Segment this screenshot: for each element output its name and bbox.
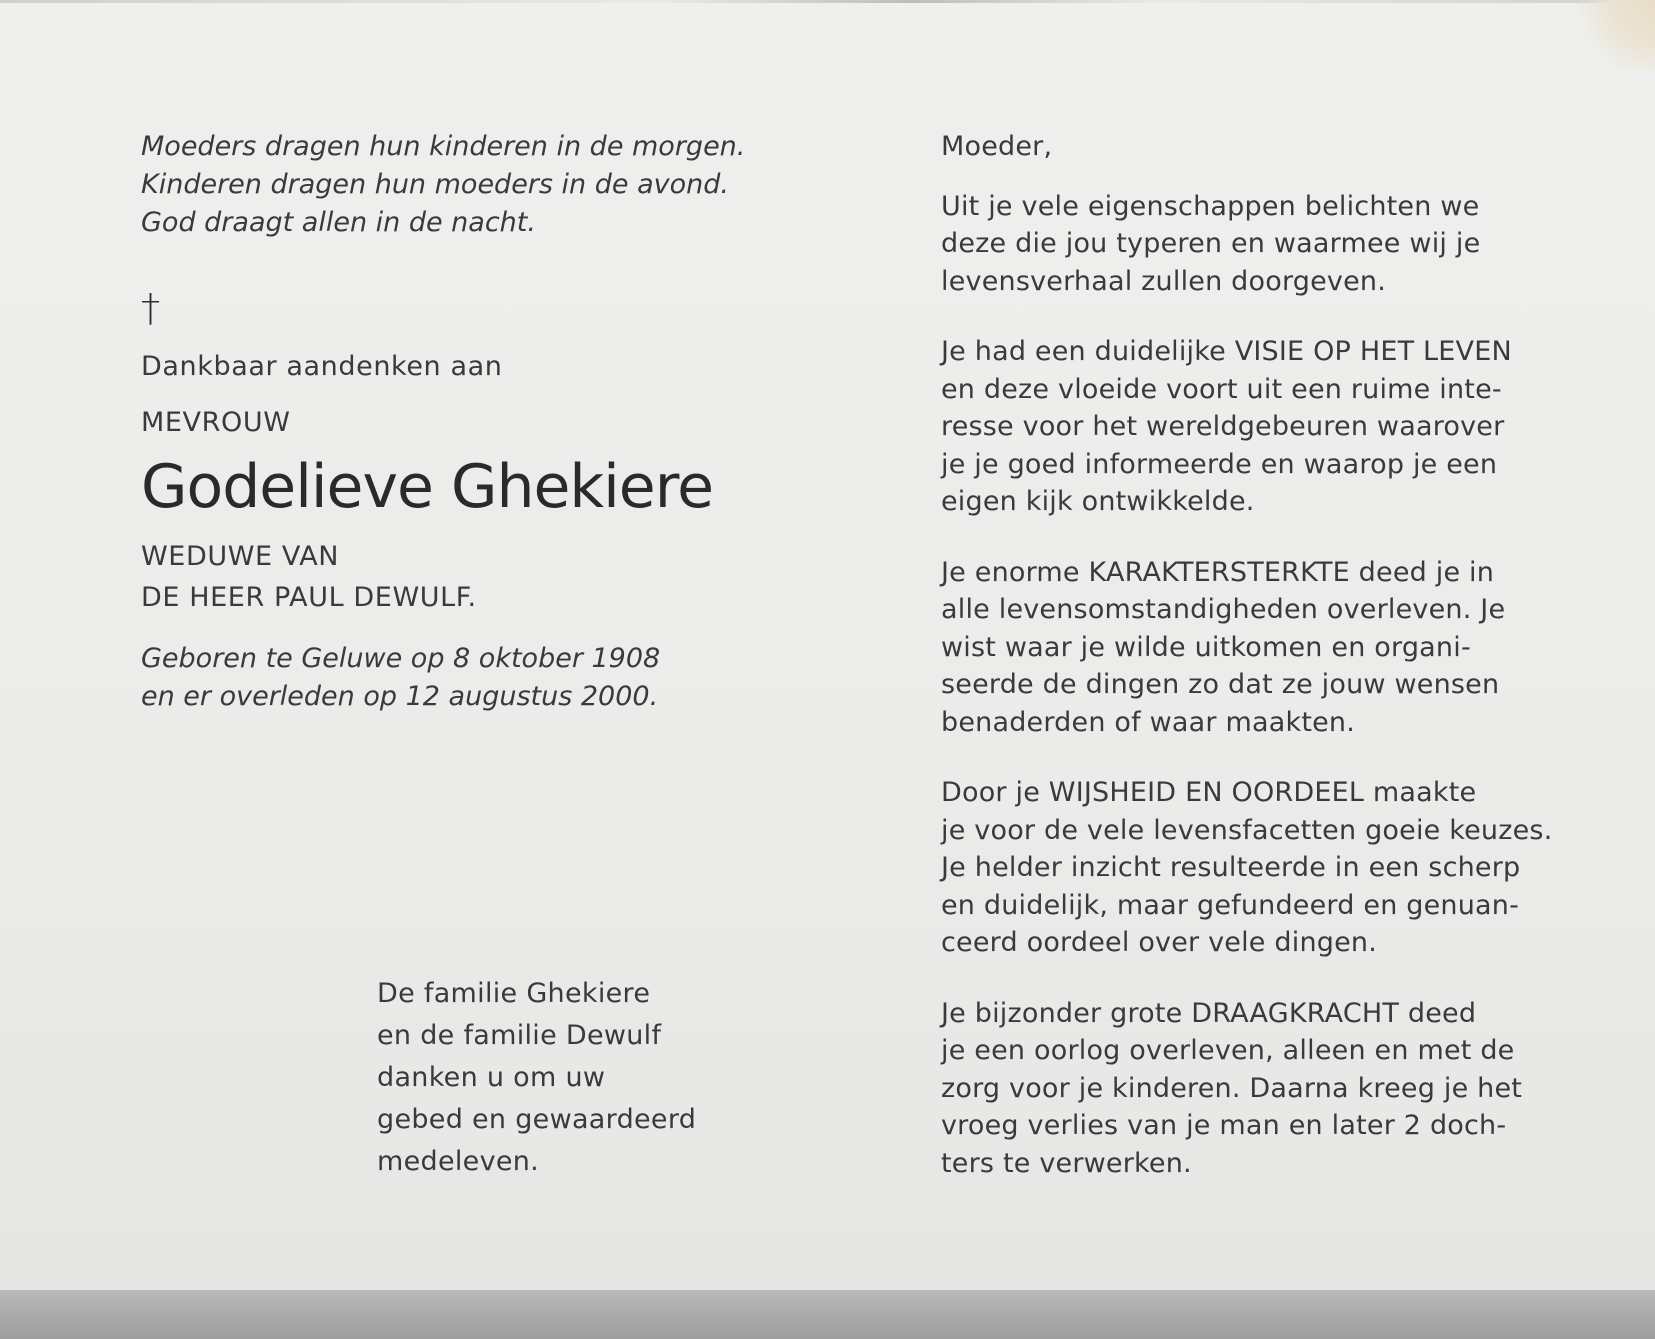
letter-line: Je helder inzicht resulteerde in een scherp bbox=[941, 852, 1521, 883]
letter-paragraph bbox=[941, 774, 1561, 962]
letter-line: zorg voor je kinderen. Daarna kreeg je het bbox=[941, 1072, 1523, 1104]
thanks-line: danken u om uw bbox=[377, 1062, 606, 1093]
letter-line: deze die jou typeren en waarmee wij je bbox=[941, 228, 1481, 259]
left-panel bbox=[141, 128, 746, 716]
poem bbox=[141, 128, 746, 242]
death-line: en er overleden op 12 augustus 2000. bbox=[141, 681, 659, 712]
letter-line: vroeg verlies van je man en later 2 doch- bbox=[941, 1110, 1507, 1141]
paper-stain bbox=[1575, 0, 1655, 70]
letter-paragraph bbox=[941, 554, 1561, 742]
scan-background-strip bbox=[0, 1290, 1655, 1339]
thanks-line: gebed en gewaardeerd bbox=[377, 1104, 697, 1135]
thanks-line: medeleven. bbox=[377, 1146, 540, 1177]
honorific: MEVROUW bbox=[141, 407, 291, 438]
poem-line: Kinderen dragen hun moeders in de avond. bbox=[141, 169, 729, 200]
birth-death-dates bbox=[141, 640, 741, 716]
letter-line: je een oorlog overleven, alleen en met de bbox=[941, 1035, 1515, 1066]
letter-line: eigen kijk ontwikkelde. bbox=[941, 486, 1255, 517]
letter-line: Door je WIJSHEID EN OORDEEL maakte bbox=[941, 777, 1477, 808]
thanks-line: De familie Ghekiere bbox=[377, 978, 651, 1009]
letter-paragraph bbox=[941, 995, 1561, 1183]
letter-line: Je had een duidelijke VISIE OP HET LEVEN bbox=[941, 336, 1512, 367]
dedication-line: Dankbaar aandenken aan bbox=[141, 351, 503, 382]
letter-line: Je bijzonder grote DRAAGKRACHT deed bbox=[941, 997, 1477, 1029]
letter-line: je je goed informeerde en waarop je een bbox=[941, 448, 1498, 480]
letter-line: en deze vloeide voort uit een ruime inte- bbox=[941, 373, 1502, 405]
card-top-edge bbox=[0, 0, 1655, 3]
letter-paragraph bbox=[941, 188, 1561, 301]
letter-line: benaderden of waar maakten. bbox=[941, 706, 1356, 738]
widow-line: DE HEER PAUL DEWULF. bbox=[141, 582, 477, 613]
letter-line: en duidelijk, maar gefundeerd en genuan- bbox=[941, 889, 1520, 921]
thanks-line: en de familie Dewulf bbox=[377, 1020, 662, 1051]
letter-line: seerde de dingen zo dat ze jouw wensen bbox=[941, 669, 1500, 700]
poem-line: God draagt allen in de nacht. bbox=[141, 207, 536, 238]
widow-line: WEDUWE VAN bbox=[141, 541, 340, 572]
letter-line: resse voor het wereldgebeuren waarover bbox=[941, 411, 1505, 442]
letter-line: ters te verwerken. bbox=[941, 1147, 1192, 1179]
deceased-name: Godelieve Ghekiere bbox=[141, 452, 713, 522]
letter-line: Je enorme KARAKTERSTERKTE deed je in bbox=[941, 556, 1495, 588]
letter-line: alle levensomstandigheden overleven. Je bbox=[941, 594, 1506, 625]
letter-line: levensverhaal zullen doorgeven. bbox=[941, 265, 1387, 297]
letter-line: je voor de vele levensfacetten goeie keuzes. bbox=[941, 814, 1553, 846]
poem-line: Moeders dragen hun kinderen in de morgen. bbox=[141, 131, 746, 162]
letter-salutation: Moeder, bbox=[941, 131, 1053, 162]
letter-paragraph bbox=[941, 333, 1561, 521]
letter-panel bbox=[941, 128, 1561, 1215]
letter-line: wist waar je wilde uitkomen en organi- bbox=[941, 631, 1471, 663]
widow-of bbox=[141, 536, 741, 618]
letter-line: ceerd oordeel over vele dingen. bbox=[941, 927, 1377, 958]
family-thanks bbox=[377, 973, 737, 1183]
cross-icon: † bbox=[141, 286, 160, 330]
birth-line: Geboren te Geluwe op 8 oktober 1908 bbox=[141, 643, 661, 674]
letter-line: Uit je vele eigenschappen belichten we bbox=[941, 190, 1480, 222]
